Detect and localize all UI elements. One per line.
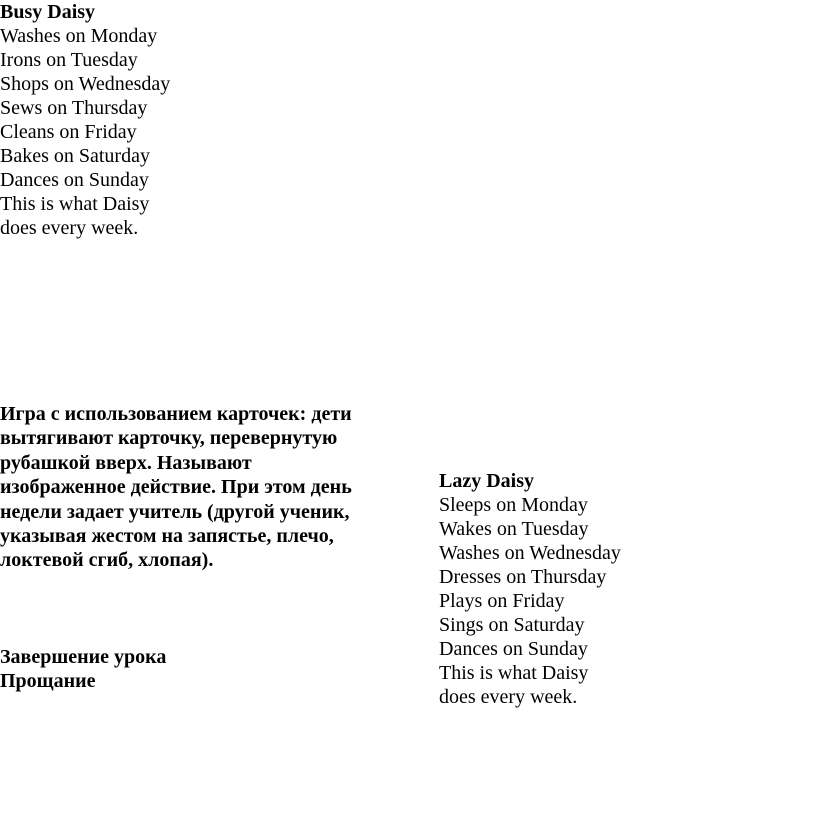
lazy-daisy-line: Dances on Sunday xyxy=(439,638,588,660)
lazy-daisy-line: Washes on Wednesday xyxy=(439,542,621,564)
busy-daisy-line: Sews on Thursday xyxy=(0,97,148,119)
busy-daisy-line: Cleans on Friday xyxy=(0,121,137,143)
busy-daisy-line: does every week. xyxy=(0,217,139,239)
farewell-heading: Прощание xyxy=(0,670,96,693)
instruction-line: указывая жестом на запястье, плечо, xyxy=(0,525,334,548)
busy-daisy-line: Dances on Sunday xyxy=(0,169,149,191)
busy-daisy-title: Busy Daisy xyxy=(0,1,96,23)
instruction-line: вытягивают карточку, перевернутую xyxy=(0,427,338,450)
lazy-daisy-line: Wakes on Tuesday xyxy=(439,518,589,540)
lazy-daisy-line: Dresses on Thursday xyxy=(439,566,607,588)
closing-section xyxy=(0,645,400,694)
instruction-line: недели задает учитель (другой ученик, xyxy=(0,500,350,523)
instruction-line: изображенное действие. При этом день xyxy=(0,476,352,499)
instruction-line: локтевой сгиб, хлопая). xyxy=(0,549,214,572)
lazy-daisy-line: Sleeps on Monday xyxy=(439,494,588,516)
lazy-daisy-poem xyxy=(439,469,621,709)
busy-daisy-poem xyxy=(0,0,170,240)
busy-daisy-line: Irons on Tuesday xyxy=(0,49,138,71)
lazy-daisy-line: does every week. xyxy=(439,686,578,708)
busy-daisy-line: This is what Daisy xyxy=(0,193,150,215)
instruction-line: рубашкой вверх. Называют xyxy=(0,451,252,474)
game-instructions-paragraph xyxy=(0,402,400,573)
lazy-daisy-line: This is what Daisy xyxy=(439,662,589,684)
lesson-end-heading: Завершение урока xyxy=(0,646,167,668)
busy-daisy-line: Bakes on Saturday xyxy=(0,145,150,167)
lazy-daisy-title: Lazy Daisy xyxy=(439,470,534,492)
busy-daisy-line: Shops on Wednesday xyxy=(0,73,171,95)
instruction-line: Игра с использованием карточек: дети xyxy=(0,403,352,425)
busy-daisy-line: Washes on Monday xyxy=(0,25,158,47)
lazy-daisy-line: Plays on Friday xyxy=(439,590,565,612)
lazy-daisy-line: Sings on Saturday xyxy=(439,614,585,636)
